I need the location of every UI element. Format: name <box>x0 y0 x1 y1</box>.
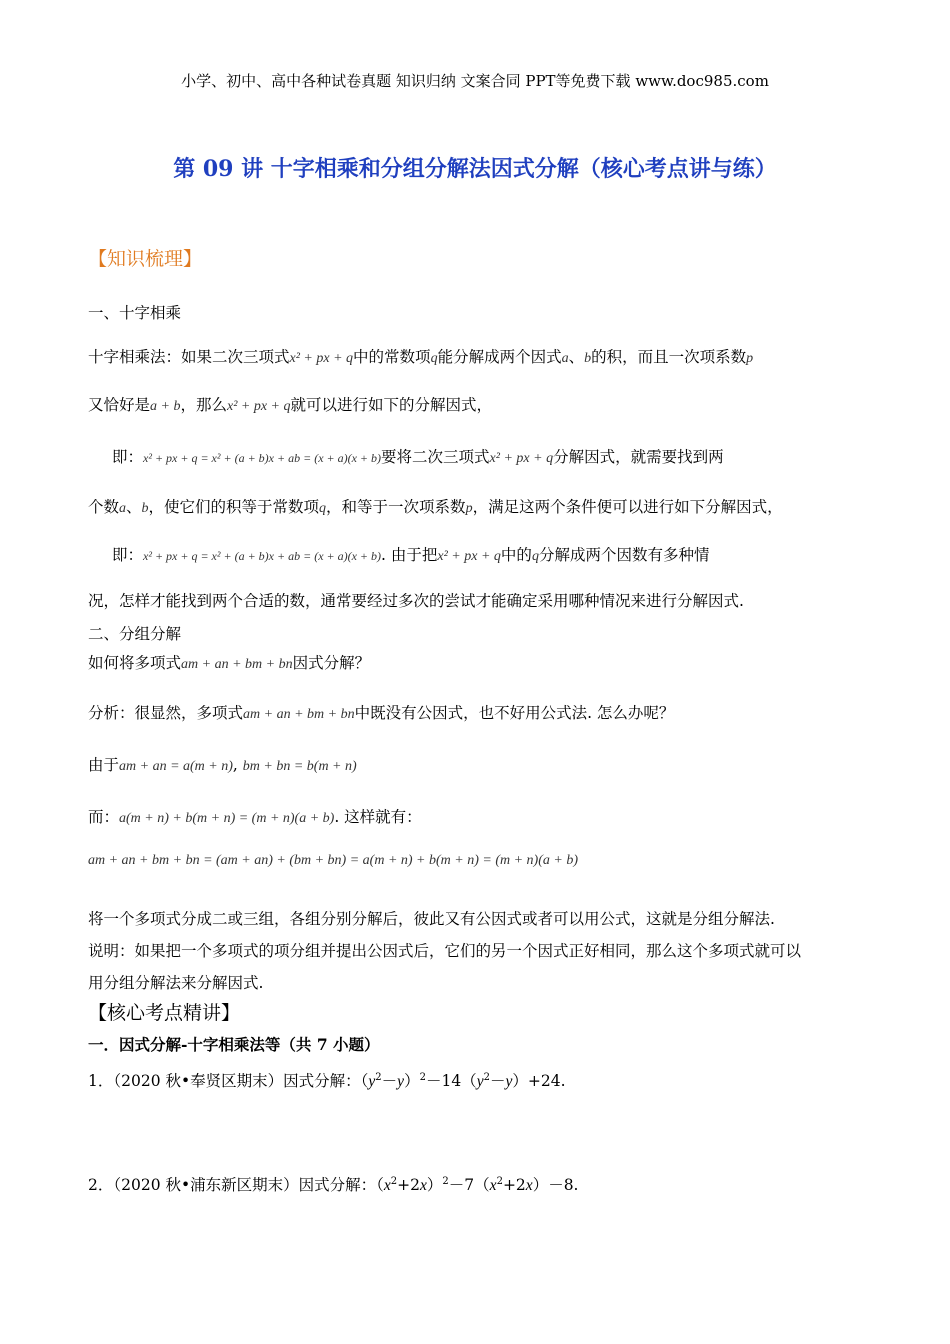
problem-2: 2．（2020 秋•浦东新区期末）因式分解：$(x^2+2x)^2-7(x^2+2x)-8$. <box>88 1176 579 1195</box>
s2-def: 将一个多项式分成二或三组，各组分别分解后，彼此又有公因式或者可以用公式，这就是分组分解法. <box>88 910 775 928</box>
section2-heading: 二、分组分解 <box>88 625 182 643</box>
s1-line6: 况，怎样才能找到两个合适的数，通常要经过多次的尝试才能确定采用哪种情况来进行分解因式. <box>88 592 744 610</box>
s2-question: 如何将多项式am + an + bm + bn因式分解？ <box>88 654 371 672</box>
section1-heading: 一、十字相乘 <box>88 304 182 322</box>
math-quad: x² + px + q <box>289 351 354 366</box>
s2-and: 而：a(m + n) + b(m + n) = (m + n)(a + b). 这样就有： <box>88 808 422 826</box>
problem-1: 1．（2020 秋•奉贤区期末）因式分解：$(y^2-y)^2-14(y^2-y)+24$. <box>88 1072 566 1091</box>
s1-line1: 十字相乘法：如果二次三项式x² + px + q中的常数项q能分解成两个因式a、b的积，而且一次项系数p <box>88 348 754 366</box>
s2-note2: 用分组分解法来分解因式. <box>88 974 264 992</box>
core-heading: 【核心考点精讲】 <box>88 1002 241 1024</box>
part1-heading: 一．因式分解-十字相乘法等（共 7 小题） <box>88 1035 380 1054</box>
s2-note1: 说明：如果把一个多项式的项分组并提出公因式后，它们的另一个因式正好相同，那么这个多项式就可以 <box>88 942 802 960</box>
s1-line3: 即：x² + px + q = x² + (a + b)x + ab = (x + a)(x + b)要将二次三项式x² + px + q分解因式，就需要找到两 <box>112 448 724 466</box>
s2-analysis: 分析：很显然，多项式am + an + bm + bn中既没有公因式，也不好用公式法. 怎么办呢？ <box>88 704 675 722</box>
page-header: 小学、初中、高中各种试卷真题 知识归纳 文案合同 PPT等免费下载 www.doc985.com <box>181 72 769 90</box>
math-eq1: x² + px + q = x² + (a + b)x + ab = (x + a)(x + b) <box>143 451 382 465</box>
s1-line4: 个数a、b，使它们的积等于常数项q，和等于一次项系数p，满足这两个条件便可以进行如下分解因式， <box>88 498 783 516</box>
s1-line2: 又恰好是a + b，那么x² + px + q就可以进行如下的分解因式， <box>88 396 493 414</box>
page-title: 第 09 讲 十字相乘和分组分解法因式分解（核心考点讲与练） <box>173 156 777 182</box>
s1-line5: 即：x² + px + q = x² + (a + b)x + ab = (x + a)(x + b). 由于把x² + px + q中的q分解成两个因数有多种情 <box>112 546 710 564</box>
s2-formula: am + an + bm + bn = (am + an) + (bm + bn) = a(m + n) + b(m + n) = (m + n)(a + b) <box>88 853 578 868</box>
s2-since: 由于am + an = a(m + n), bm + bn = b(m + n) <box>88 756 357 774</box>
knowledge-heading: 【知识梳理】 <box>88 248 203 270</box>
